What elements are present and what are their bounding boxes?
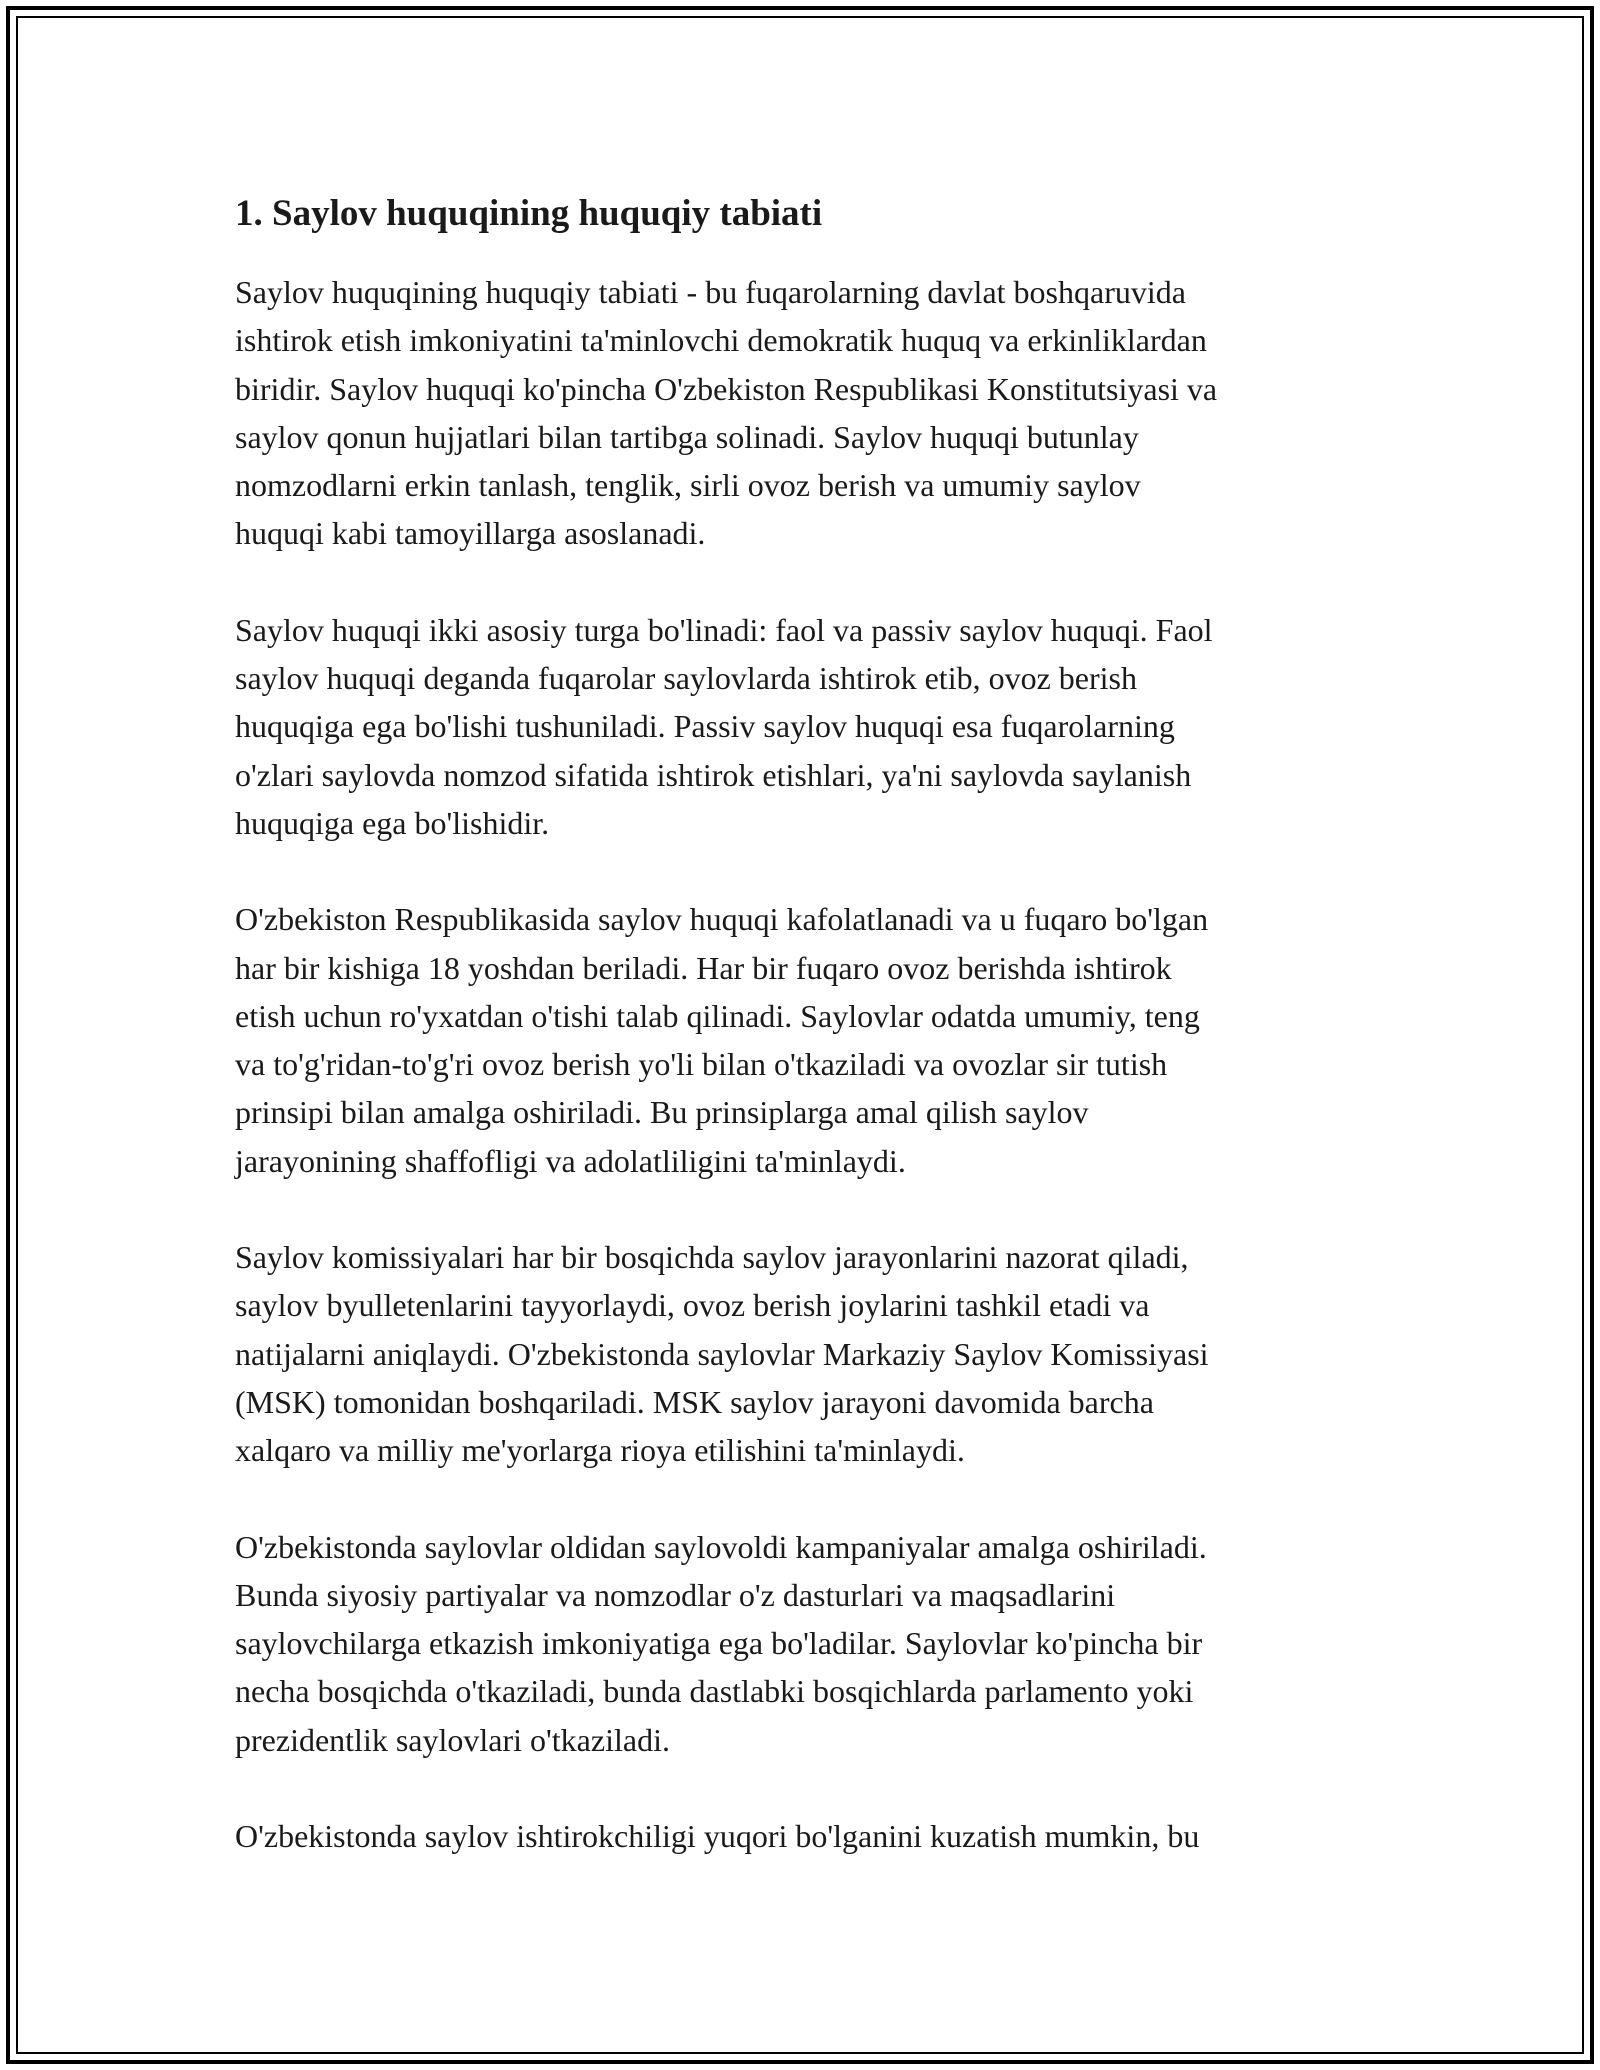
paragraph-1: Saylov huquqining huquqiy tabiati - bu fuqarolarning davlat boshqaruvida ishtirok etish imkoniyatini ta'minlovchi demokratik huquq va erkinliklardan biridir. Saylov huquqi ko'pincha O'zbekiston Respublikasi Konstitutsiyasi va saylov qonun hujjatlari bilan tartibga solinadi. Saylov huquqi butunlay nomzodlarni erkin tanlash, tenglik, sirli ovoz berish va umumiy saylov huquqi kabi tamoyillarga asoslanadi. — [235, 274, 1218, 552]
paragraph-5: O'zbekistonda saylovlar oldidan saylovoldi kampaniyalar amalga oshiriladi. Bunda siyosiy partiyalar va nomzodlar o'z dasturlari va maqsadlarini saylovchilarga etkazish imkoniyatiga ega bo'ladilar. Saylovlar ko'pincha bir necha bosqichda o'tkaziladi, bunda dastlabki bosqichlarda parlamento yoki prezidentlik saylovlari o'tkaziladi. — [235, 1528, 1207, 1758]
paragraph-3: O'zbekiston Respublikasida saylov huquqi kafolatlanadi va u fuqaro bo'lgan har bir kishiga 18 yoshdan beriladi. Har bir fuqaro ovoz berishda ishtirok etish uchun ro'yxatdan o'tishi talab qilinadi. Saylovlar odatda umumiy, teng va to'g'ridan-to'g'ri ovoz berish yo'li bilan o'tkaziladi va ovozlar sir tutish prinsipi bilan amalga oshiriladi. Bu prinsiplarga amal qilish saylov jarayonining shaffofligi va adolatliligini ta'minlaydi. — [235, 901, 1209, 1179]
document-body — [235, 186, 1375, 1908]
paragraph-6: O'zbekistonda saylov ishtirokchiligi yuqori bo'lganini kuzatish mumkin, bu — [235, 1818, 1200, 1855]
paragraph-2: Saylov huquqi ikki asosiy turga bo'linadi: faol va passiv saylov huquqi. Faol saylov huquqi deganda fuqarolar saylovlarda ishtirok etib, ovoz berish huquqiga ega bo'lishi tushuniladi. Passiv saylov huquqi esa fuqarolarning o'zlari saylovda nomzod sifatida ishtirok etishlari, ya'ni saylovda saylanish huquqiga ega bo'lishidir. — [235, 611, 1213, 841]
section-heading: 1. Saylov huquqining huquqiy tabiati — [235, 193, 823, 234]
paragraph-4: Saylov komissiyalari har bir bosqichda saylov jarayonlarini nazorat qiladi, saylov byulletenlarini tayyorlaydi, ovoz berish joylarini tashkil etadi va natijalarni aniqlaydi. O'zbekistonda saylovlar Markaziy Saylov Komissiyasi (MSK) tomonidan boshqariladi. MSK saylov jarayoni davomida barcha xalqaro va milliy me'yorlarga rioya etilishini ta'minlaydi. — [235, 1239, 1209, 1469]
